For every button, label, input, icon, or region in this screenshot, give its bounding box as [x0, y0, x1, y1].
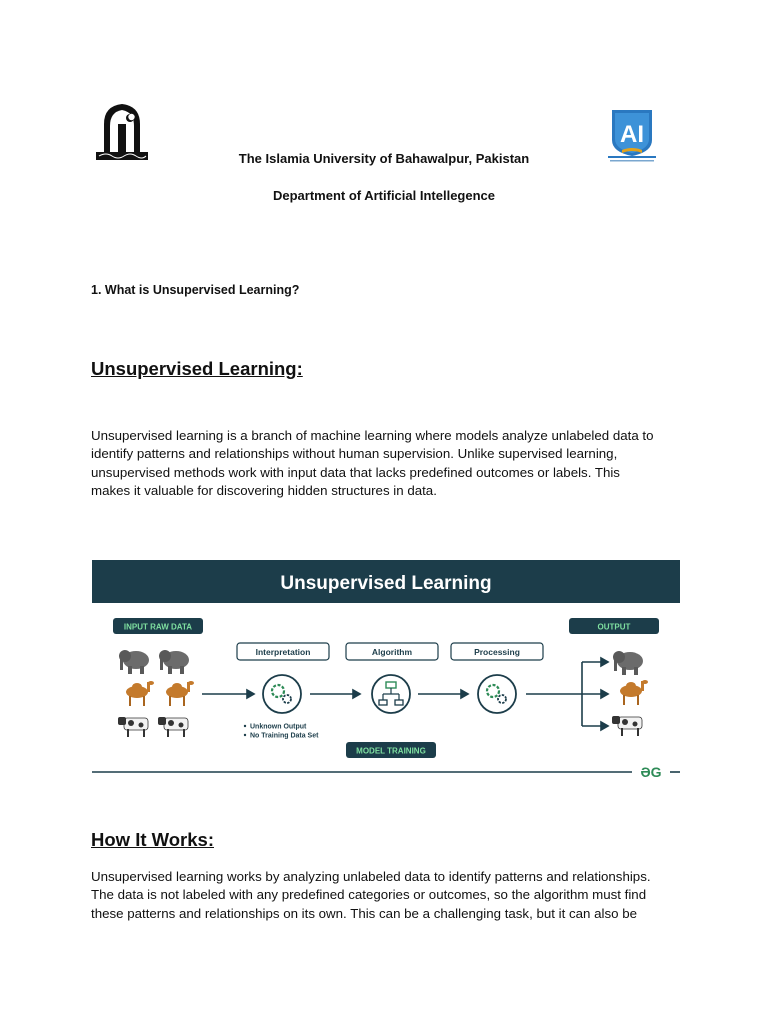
paragraph-line: identify patterns and relationships without human supervision. Unlike supervised learning, — [91, 446, 618, 462]
department-name: Department of Artificial Intellegence — [272, 188, 495, 203]
flowchart-icon — [372, 675, 410, 713]
university-name: The Islamia University of Bahawalpur, Pakistan — [238, 151, 530, 166]
bullet-icon — [244, 734, 246, 736]
output-label: OUTPUT — [597, 622, 631, 632]
camel-icon — [166, 681, 194, 706]
section-heading-how-it-works: How It Works: — [91, 829, 214, 850]
note-no-training-data: No Training Data Set — [250, 732, 319, 740]
ai-logo-letters: AI — [620, 121, 644, 148]
elephant-icon — [119, 650, 149, 674]
paragraph-line: Unsupervised learning works by analyzing unlabeled data to identify patterns and relationships. — [91, 869, 651, 884]
note-unknown-output: Unknown Output — [250, 723, 307, 731]
cow-icon — [612, 716, 642, 736]
paragraph-line: these patterns and relationships on its own. This can be a challenging task, but it can also be — [91, 905, 638, 921]
intro-paragraph — [91, 427, 691, 501]
camel-icon — [126, 681, 154, 706]
question-heading: 1. What is Unsupervised Learning? — [91, 283, 300, 297]
elephant-icon — [613, 651, 643, 675]
gear-icon — [263, 675, 301, 713]
section-heading-unsupervised: Unsupervised Learning: — [91, 358, 303, 379]
unsupervised-learning-diagram — [92, 560, 680, 780]
paragraph-line: Unsupervised learning is a branch of machine learning where models analyze unlabeled data to — [91, 428, 654, 443]
step-label-algorithm: Algorithm — [371, 647, 413, 657]
step-label-interpretation: Interpretation — [255, 647, 311, 657]
step-label-processing: Processing — [474, 647, 520, 657]
camel-icon — [620, 680, 648, 705]
brand-logo: ƏG — [640, 764, 662, 780]
paragraph-line: makes it valuable for discovering hidden structures in data. — [91, 483, 437, 499]
bullet-icon — [244, 725, 246, 727]
how-it-works-paragraph — [91, 868, 691, 923]
paragraph-line: unsupervised methods work with input data that lacks predefined outcomes or labels. This — [91, 464, 620, 480]
input-label: INPUT RAW DATA — [123, 622, 193, 632]
diagram-title: Unsupervised Learning — [280, 573, 492, 594]
input-animals — [118, 650, 194, 737]
output-animals — [612, 651, 648, 736]
model-training-label: MODEL TRAINING — [356, 746, 426, 756]
cow-icon — [118, 717, 148, 737]
gear-icon — [478, 675, 516, 713]
paragraph-line: The data is not labeled with any predefined categories or outcomes, so the algorithm must find — [91, 887, 647, 903]
elephant-icon — [159, 650, 189, 674]
cow-icon — [158, 717, 188, 737]
